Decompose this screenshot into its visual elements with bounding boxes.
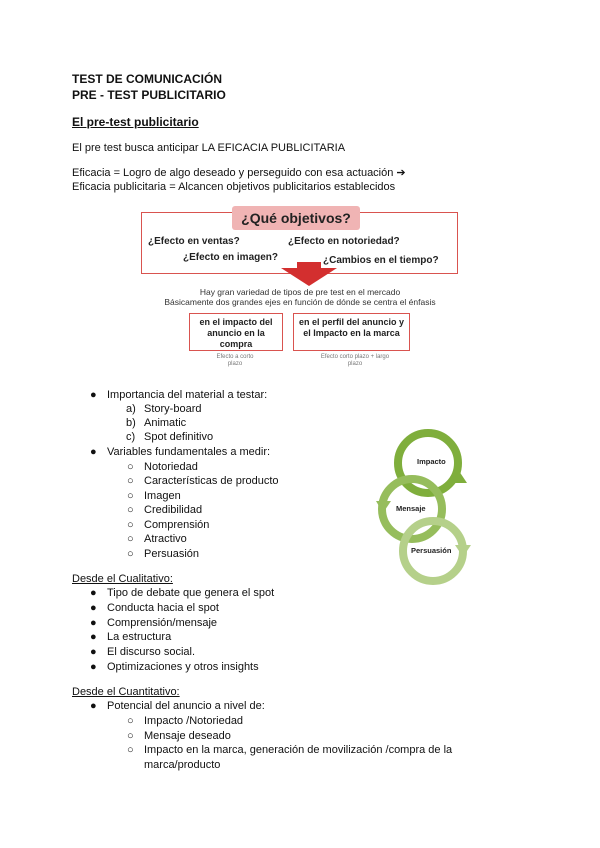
definition-eficacia: Eficacia = Logro de algo deseado y perseguido con esa actuación ➔ xyxy=(72,167,406,179)
cualitativo-heading: Desde el Cualitativo: xyxy=(72,573,173,585)
list-item: Comprensión xyxy=(144,519,210,531)
doc-title-line1: TEST DE COMUNICACIÓN xyxy=(72,72,222,86)
figure-caption-1: Hay gran variedad de tipos de pre test en el mercado xyxy=(199,287,401,297)
axis-purchase-impact: en el impacto del anuncio en la compra xyxy=(189,313,283,351)
circle-bullet-icon: ○ xyxy=(127,504,134,516)
down-arrow-icon xyxy=(281,268,337,286)
bullet-icon: ● xyxy=(90,446,97,458)
section-title: El pre-test publicitario xyxy=(72,115,199,129)
material-heading: Importancia del material a testar: xyxy=(107,389,268,401)
intro-text: El pre test busca anticipar LA EFICACIA PUBLICITARIA xyxy=(72,142,346,154)
bullet-icon: ● xyxy=(90,617,97,629)
bullet-icon: ● xyxy=(90,389,97,401)
bullet-icon: ● xyxy=(90,602,97,614)
list-item: Credibilidad xyxy=(144,504,203,516)
question-awareness: ¿Efecto en notoriedad? xyxy=(288,236,400,247)
circle-bullet-icon: ○ xyxy=(127,519,134,531)
list-item: Optimizaciones y otros insights xyxy=(107,661,259,673)
definition-eficacia-publicitaria: Eficacia publicitaria = Alcancen objetivos publicitarios establecidos xyxy=(72,181,396,193)
list-item: Conducta hacia el spot xyxy=(107,602,219,614)
cycle-label-impacto: Impacto xyxy=(417,457,446,466)
list-item: El discurso social. xyxy=(107,646,196,658)
question-time: ¿Cambios en el tiempo? xyxy=(323,255,439,266)
circle-bullet-icon: ○ xyxy=(127,715,134,727)
circle-bullet-icon: ○ xyxy=(127,548,134,560)
axis-brand-impact: en el perfil del anuncio y el Impacto en la marca xyxy=(293,313,410,351)
cuantitativo-heading: Desde el Cuantitativo: xyxy=(72,686,180,698)
bullet-icon: ● xyxy=(90,661,97,673)
list-item: Imagen xyxy=(144,490,181,502)
list-item-continuation: marca/producto xyxy=(144,759,221,771)
list-item: Características de producto xyxy=(144,475,279,487)
list-marker: b) xyxy=(126,417,136,429)
list-item: Story-board xyxy=(144,403,202,415)
circle-bullet-icon: ○ xyxy=(127,533,134,545)
circle-bullet-icon: ○ xyxy=(127,730,134,742)
variables-heading: Variables fundamentales a medir: xyxy=(107,446,271,458)
list-marker: a) xyxy=(126,403,136,415)
doc-title-line2: PRE - TEST PUBLICITARIO xyxy=(72,88,226,102)
objectives-question: ¿Qué objetivos? xyxy=(232,206,360,230)
circle-bullet-icon: ○ xyxy=(127,475,134,487)
bullet-icon: ● xyxy=(90,646,97,658)
list-marker: c) xyxy=(126,431,136,443)
bullet-icon: ● xyxy=(90,700,97,712)
note-long-term: Efecto corto plazo + largo plazo xyxy=(320,354,390,367)
circle-bullet-icon: ○ xyxy=(127,461,134,473)
list-item: Mensaje deseado xyxy=(144,730,231,742)
list-item: Impacto /Notoriedad xyxy=(144,715,244,727)
list-item: Comprensión/mensaje xyxy=(107,617,218,629)
list-item: Impacto en la marca, generación de movilización /compra de la xyxy=(144,744,453,756)
bullet-icon: ● xyxy=(90,587,97,599)
cuantitativo-lead: Potencial del anuncio a nivel de: xyxy=(107,700,265,712)
list-item: Tipo de debate que genera el spot xyxy=(107,587,275,599)
cycle-label-mensaje: Mensaje xyxy=(396,504,426,513)
circle-bullet-icon: ○ xyxy=(127,490,134,502)
question-image: ¿Efecto en imagen? xyxy=(183,252,279,263)
list-item: Notoriedad xyxy=(144,461,198,473)
cycle-arrowhead-icon xyxy=(455,545,471,557)
circle-bullet-icon: ○ xyxy=(127,744,134,756)
list-item: Persuasión xyxy=(144,548,200,560)
list-item: Spot definitivo xyxy=(144,431,214,443)
list-item: Atractivo xyxy=(144,533,187,545)
bullet-icon: ● xyxy=(90,631,97,643)
note-short-term: Efecto a corto plazo xyxy=(216,354,254,367)
list-item: La estructura xyxy=(107,631,172,643)
cycle-label-persuasion: Persuasión xyxy=(411,546,452,555)
question-sales: ¿Efecto en ventas? xyxy=(148,236,240,247)
figure-caption-2: Básicamente dos grandes ejes en función de dónde se centra el énfasis xyxy=(164,297,436,307)
list-item: Animatic xyxy=(144,417,187,429)
